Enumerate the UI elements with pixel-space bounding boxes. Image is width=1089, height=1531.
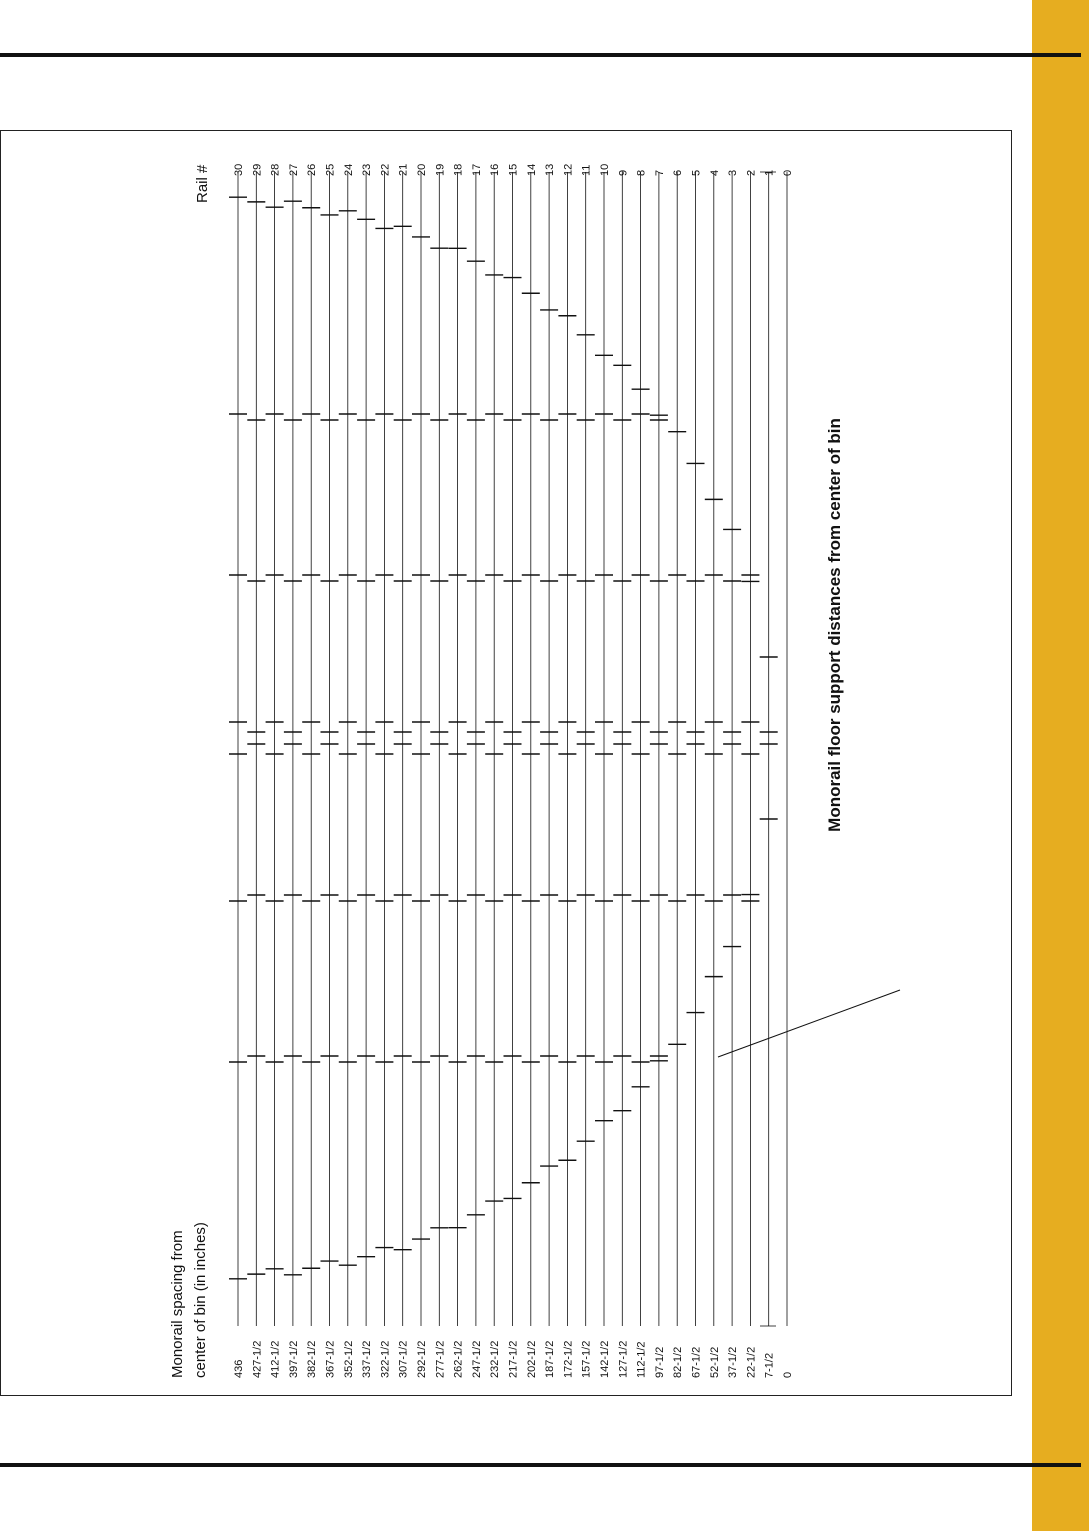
- distance-label: 157-1/2: [580, 1340, 593, 1378]
- rail-number-label: 27: [287, 163, 300, 176]
- labels: [169, 164, 844, 1378]
- distance-label: 277-1/2: [434, 1340, 447, 1378]
- rail-number-label: 10: [599, 163, 611, 176]
- distance-label: 382-1/2: [306, 1340, 319, 1378]
- distance-label: 7-1/2: [763, 1352, 776, 1378]
- distance-label: 112-1/2: [635, 1341, 648, 1378]
- rail-number-label: 15: [507, 163, 520, 176]
- rail-number-label: 30: [233, 163, 245, 176]
- distance-label: 202-1/2: [525, 1340, 538, 1378]
- rail-number-label: 1: [763, 169, 776, 176]
- distance-label: 142-1/2: [599, 1340, 611, 1378]
- distance-label: 127-1/2: [617, 1340, 630, 1378]
- distance-label: 352-1/2: [342, 1340, 355, 1378]
- distance-label: 247-1/2: [470, 1340, 483, 1378]
- rail-number-label: 16: [489, 163, 502, 176]
- rail-number-label: 17: [470, 163, 483, 176]
- spacing-heading-line-2: center of bin (in inches): [192, 1222, 209, 1378]
- rail-number-heading: Rail #: [194, 164, 211, 203]
- distance-label: 232-1/2: [489, 1340, 502, 1378]
- distance-label: 187-1/2: [544, 1340, 557, 1378]
- rail-number-label: 28: [269, 163, 282, 176]
- rail-number-label: 14: [525, 163, 538, 176]
- distance-label: 172-1/2: [562, 1340, 575, 1378]
- rail-number-label: 13: [544, 163, 557, 176]
- rail-number-label: 20: [416, 163, 428, 176]
- rail-number-label: 5: [690, 169, 703, 176]
- bin-wall: [760, 169, 782, 1326]
- rail-number-label: 8: [635, 169, 648, 176]
- rail-number-label: 11: [580, 164, 593, 176]
- rail-number-label: 9: [617, 169, 630, 176]
- distance-label: 337-1/2: [361, 1340, 374, 1378]
- distance-label: 22-1/2: [745, 1346, 758, 1378]
- distance-label: 262-1/2: [452, 1340, 465, 1378]
- rail-number-label: 3: [727, 169, 740, 176]
- distance-label: 52-1/2: [708, 1346, 721, 1378]
- distance-label: 412-1/2: [269, 1340, 282, 1378]
- distance-label: 97-1/2: [653, 1346, 666, 1378]
- rail-number-label: 7: [653, 169, 666, 176]
- rail-number-label: 22: [379, 163, 392, 176]
- distance-label: 292-1/2: [416, 1340, 428, 1378]
- rail-number-label: 24: [342, 163, 355, 176]
- distance-label: 307-1/2: [397, 1340, 410, 1378]
- distance-label: 367-1/2: [324, 1340, 337, 1378]
- distance-label: 37-1/2: [727, 1346, 740, 1378]
- rail-number-label: 25: [324, 163, 337, 176]
- distance-label: 217-1/2: [507, 1340, 520, 1378]
- distance-label: 322-1/2: [379, 1340, 392, 1378]
- callout-leader: [718, 990, 900, 1057]
- distance-label: 397-1/2: [287, 1340, 300, 1378]
- rail-number-label: 12: [562, 163, 575, 176]
- rail-number-label: 4: [708, 169, 721, 176]
- distance-label: 82-1/2: [672, 1346, 685, 1378]
- distance-label: 0: [782, 1371, 794, 1378]
- rail-number-label: 19: [434, 163, 447, 176]
- rail-number-label: 26: [306, 163, 319, 176]
- rail-number-label: 18: [452, 163, 465, 176]
- diagram-title: Monorail floor support distances from center of bin: [825, 418, 844, 832]
- rail-number-label: 0: [782, 169, 794, 176]
- rail-number-label: 23: [361, 163, 374, 176]
- rail-number-label: 29: [251, 163, 264, 176]
- rail-number-label: 2: [745, 169, 758, 176]
- rail-number-label: 6: [672, 169, 685, 176]
- rail-number-label: 21: [397, 163, 410, 176]
- spacing-heading-line-1: Monorail spacing from: [169, 1230, 186, 1378]
- distance-label: 436: [233, 1359, 245, 1378]
- distance-label: 427-1/2: [251, 1340, 264, 1378]
- leader-line: [718, 990, 900, 1057]
- distance-label: 67-1/2: [690, 1346, 703, 1378]
